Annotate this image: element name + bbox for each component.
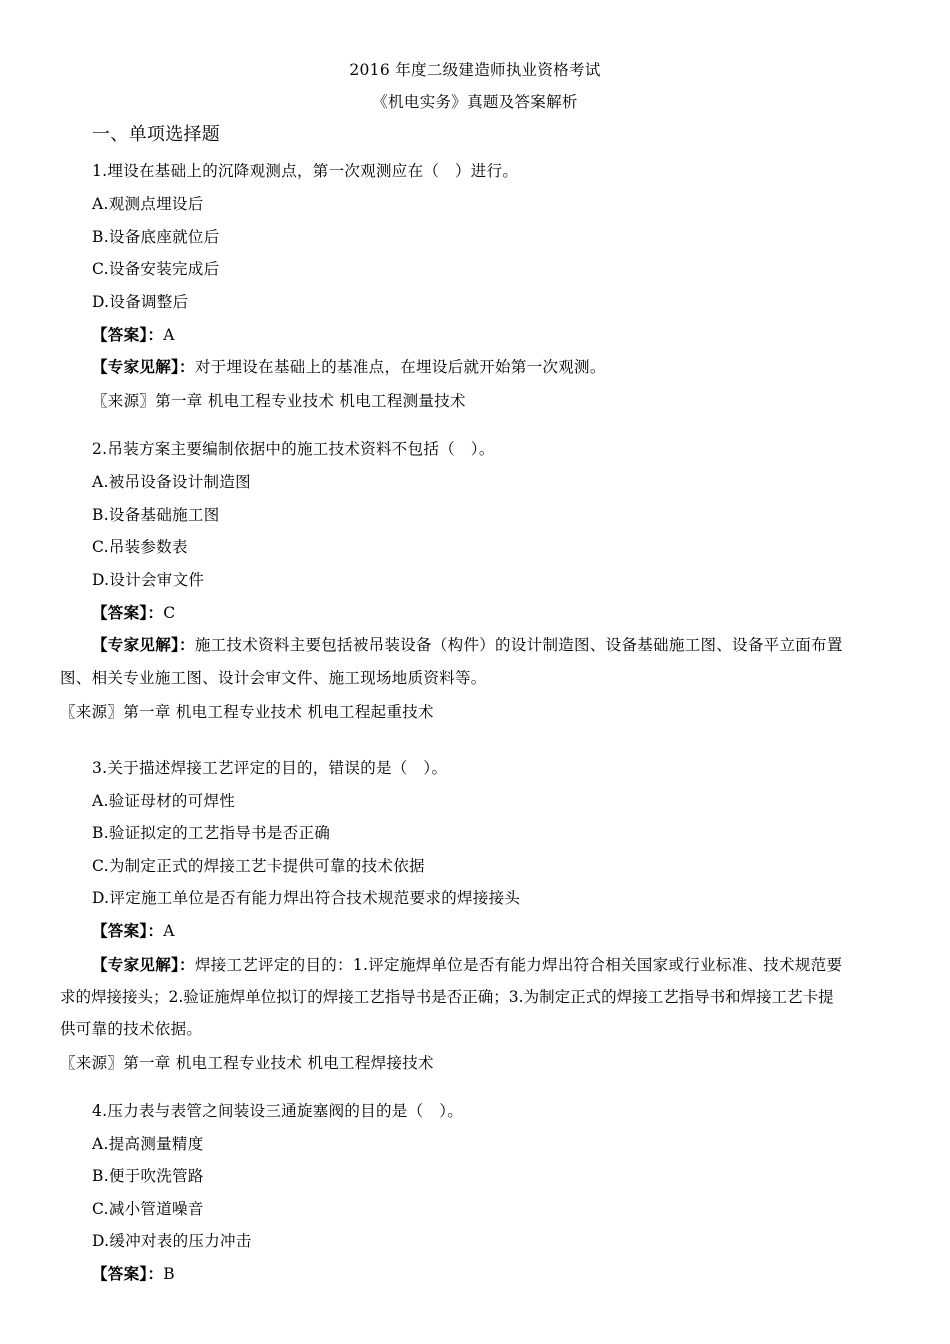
answer-value: A [163, 326, 175, 344]
expert-text: 焊接工艺评定的目的：1.评定施焊单位是否有能力焊出符合相关国家或行业标准、技术规范要 [194, 956, 843, 974]
answer-value: B [163, 1265, 175, 1283]
question-4-option-c: C.减小管道噪音 [92, 1200, 204, 1218]
question-4-stem: 4.压力表与表管之间装设三通旋塞阀的目的是（ ）。 [92, 1102, 464, 1120]
question-2-stem: 2.吊装方案主要编制依据中的施工技术资料不包括（ ）。 [92, 440, 495, 458]
question-2-answer [92, 603, 175, 623]
question-3-expert-cont-1: 求的焊接接头；2.验证施焊单位拟订的焊接工艺指导书是否正确；3.为制定正式的焊接工艺指导书和焊接工艺卡提 [60, 988, 834, 1006]
answer-label: 【答案】： [92, 325, 164, 344]
question-3-answer [92, 921, 175, 941]
question-4-option-d: D.缓冲对表的压力冲击 [92, 1232, 252, 1250]
question-3-source: 〖来源〗第一章 机电工程专业技术 机电工程焊接技术 [60, 1054, 434, 1072]
question-2-source: 〖来源〗第一章 机电工程专业技术 机电工程起重技术 [60, 703, 434, 721]
document-subtitle: 《机电实务》真题及答案解析 [372, 93, 578, 111]
answer-value: C [163, 604, 176, 622]
expert-label: 【专家见解】： [92, 635, 195, 654]
question-1-option-a: A.观测点埋设后 [92, 195, 204, 213]
question-3-expert [92, 955, 842, 975]
question-2-option-b: B.设备基础施工图 [92, 506, 220, 524]
question-4-answer [92, 1264, 175, 1284]
question-2-expert [92, 635, 843, 655]
question-2-expert-cont: 图、相关专业施工图、设计会审文件、施工现场地质资料等。 [60, 669, 487, 687]
question-1-option-b: B.设备底座就位后 [92, 228, 220, 246]
answer-label: 【答案】： [92, 921, 164, 940]
question-3-expert-cont-2: 供可靠的技术依据。 [60, 1020, 203, 1038]
question-1-option-d: D.设备调整后 [92, 293, 189, 311]
question-1-stem: 1.埋设在基础上的沉降观测点，第一次观测应在（ ）进行。 [92, 162, 519, 180]
question-3-option-a: A.验证母材的可焊性 [92, 792, 236, 810]
question-3-option-b: B.验证拟定的工艺指导书是否正确 [92, 824, 331, 842]
expert-text: 对于埋设在基础上的基准点，在埋设后就开始第一次观测。 [194, 358, 606, 376]
document-title: 2016 年度二级建造师执业资格考试 [349, 61, 601, 79]
question-4-option-a: A.提高测量精度 [92, 1135, 204, 1153]
question-3-option-c: C.为制定正式的焊接工艺卡提供可靠的技术依据 [92, 857, 425, 875]
question-2-option-a: A.被吊设备设计制造图 [92, 473, 251, 491]
answer-value: A [163, 922, 175, 940]
question-4-option-b: B.便于吹洗管路 [92, 1167, 204, 1185]
expert-label: 【专家见解】： [92, 955, 195, 974]
question-3-stem: 3.关于描述焊接工艺评定的目的，错误的是（ ）。 [92, 759, 448, 777]
question-1-source: 〖来源〗第一章 机电工程专业技术 机电工程测量技术 [92, 392, 466, 410]
expert-label: 【专家见解】： [92, 357, 195, 376]
answer-label: 【答案】： [92, 603, 164, 622]
question-3-option-d: D.评定施工单位是否有能力焊出符合技术规范要求的焊接接头 [92, 889, 521, 907]
question-1-expert [92, 357, 606, 377]
section-heading: 一、单项选择题 [92, 124, 221, 145]
expert-text: 施工技术资料主要包括被吊装设备（构件）的设计制造图、设备基础施工图、设备平立面布置 [194, 636, 843, 654]
question-2-option-d: D.设计会审文件 [92, 571, 205, 589]
question-1-answer [92, 325, 175, 345]
answer-label: 【答案】： [92, 1264, 164, 1283]
question-2-option-c: C.吊装参数表 [92, 538, 188, 556]
question-1-option-c: C.设备安装完成后 [92, 260, 220, 278]
